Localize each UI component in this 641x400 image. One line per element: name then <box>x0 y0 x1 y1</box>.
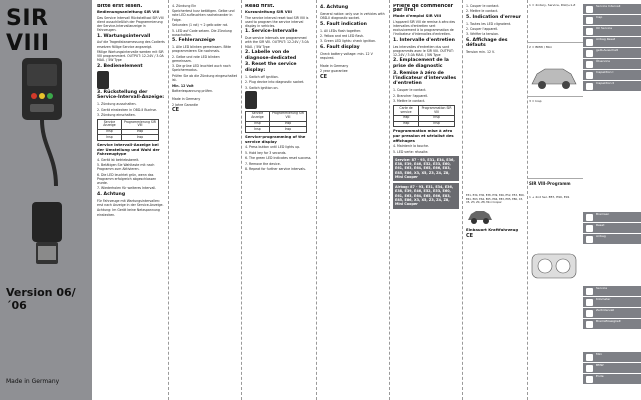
grid-title: SIR VIII-Programm <box>529 181 571 186</box>
grid-row-label: Ölservice <box>596 59 610 63</box>
grid-row-label: Reset <box>596 223 605 227</box>
grid-row <box>583 352 641 363</box>
step-text: Sekunden (1 rot) → 2 gelb oder rot. <box>172 23 229 28</box>
divider <box>527 178 583 179</box>
list-item: 3. Vérifier la tension. <box>466 32 500 37</box>
cover-title: SIR VIII <box>6 6 50 56</box>
table-header: Programmierung SIR VIII <box>121 120 158 130</box>
section-2-title: 2. Labelle von de diagnose-dedicated <box>245 50 297 61</box>
grid-row <box>583 297 641 308</box>
section-1-title: 1. Intervalle d'entretien <box>393 37 455 43</box>
grid-row-label: Mini <box>596 352 603 356</box>
fold-line <box>241 0 242 400</box>
grid-row <box>583 212 641 223</box>
vehicle-icon <box>466 206 494 226</box>
grid-row <box>583 37 641 48</box>
key-icon <box>586 376 593 383</box>
table-cell: Insp <box>419 121 455 127</box>
error-list <box>466 22 526 37</box>
grid-row-label: Service <box>596 286 608 290</box>
error-list <box>320 29 386 44</box>
subheading: Mode d'emploi SIR VIII <box>393 13 442 19</box>
grid-row-label: gelb-Ausschalt <box>596 48 618 52</box>
section-3-title: 3. Rückstellung der Service-Intervall-Anzeige: <box>97 89 165 101</box>
table-cell: Insp <box>246 127 270 133</box>
led-icon <box>586 50 593 57</box>
table-cell: Insp <box>394 121 419 127</box>
key-icon <box>586 354 593 361</box>
table-cell: Insp <box>419 115 455 121</box>
table-header: Service Anzeige <box>246 111 270 121</box>
grid-row-label: BMW <box>596 363 604 367</box>
section-2-title: 2. Bedienelement <box>97 63 143 69</box>
grid-row-label: Zeitintervall <box>596 308 615 312</box>
section-7-text: Check battery voltage: min. 12 V required. <box>320 51 373 60</box>
list-item: 4. Zündung Ein <box>172 4 197 8</box>
table-cell: Insp <box>246 121 270 127</box>
grid-row-label: Airbag <box>596 234 606 238</box>
grid-row <box>583 81 641 92</box>
list-item: 4. Press button until LED lights up. <box>245 145 301 150</box>
grid-row <box>583 234 641 245</box>
led-icon <box>586 61 593 68</box>
led-icon <box>586 17 593 24</box>
grid-row <box>583 223 641 234</box>
key-icon <box>586 288 593 295</box>
list-item: 8. Repeat for further service intervals. <box>245 166 306 171</box>
led-icon <box>586 83 593 90</box>
list-item: 3. Die grüne LED leuchtet auch nach Speichermodus. <box>172 64 231 73</box>
grid-row-label: Airbag Reset <box>596 37 616 41</box>
list-item: 6. The green LED indicates reset success. <box>245 156 312 161</box>
list-item: 2. Yellow and red LED flash. <box>320 33 365 38</box>
obd-device-mini-icon <box>245 91 257 109</box>
table-cell: Insp <box>98 135 122 141</box>
section-6-title: 5. Fehleranzeige <box>172 38 215 44</box>
list-item: 1. Zündung ausschalten. <box>97 102 137 107</box>
grid-row <box>583 319 641 330</box>
grid-label: 2 = BMW / Mini <box>529 45 553 49</box>
grid-row-label: Kilometer <box>596 297 611 301</box>
note-text: Batteriespannung prüfen. <box>172 89 213 94</box>
grid-row <box>583 26 641 37</box>
column-french-2 <box>466 4 526 238</box>
section-1-text: Due service intervals are programmed with the SIR VIII. OUTPUT: 12-24V / 3.0A MAX. / 5W Type <box>245 36 309 49</box>
list-item: 2. Plug device into diagnostic socket. <box>245 80 305 85</box>
table-cell: Insp <box>121 135 158 141</box>
grid-row <box>583 4 641 15</box>
section-1-text: Auf die Tragedistanzmessung des Codierts ersetzen fällige Service angezeigt. <box>97 40 165 49</box>
list-item: 3. Switch ignition on. <box>245 85 279 90</box>
heading-read-first: Read first. <box>245 4 275 9</box>
table-cell: Insp <box>98 129 122 135</box>
list-item: 7. Remove the device. <box>245 161 281 166</box>
error-list <box>172 45 238 72</box>
programm-grid <box>527 0 641 400</box>
column-english-2 <box>320 4 386 79</box>
obd-plug-icon <box>28 200 66 268</box>
section-5-text: Für Fahrzeuge mit Wartungsintervallen: erst nach Anzeige in der Service-Anzeige. <box>97 198 164 207</box>
table-cell: Insp <box>121 129 158 135</box>
list-item: 2. Gerät einstecken in OBD-II Buchse. <box>97 107 157 112</box>
divider <box>527 96 583 97</box>
section-4-title: Programmation mise à zéro par pression et sérialisé des affichages <box>393 128 454 143</box>
section-5-title: 4. Achtung <box>320 5 349 10</box>
side-title: Einbauort Kraftfahrzeug <box>466 227 519 233</box>
vehicle-list-service: Service: 87 - 93, E31, E34, E36, E38, E39, E46, E52, E53, E60, E61, E63, E64, E65, E66, E83, E85, E86, X3, X5, Z3, Z4, Z8, Mini Cooper <box>393 156 459 181</box>
fold-line <box>168 0 169 400</box>
section-1-title: 1. Wartungsintervall <box>97 33 151 39</box>
section-6-title: 5. Indication d'erreur <box>466 14 521 20</box>
section-3-title: 3. Remise à zéro de l'indicateur d'intervalles d'entretien <box>393 70 457 87</box>
list-item: 1. Alle LED blinken gemeinsam. Bitte programmieren Sie nochmals. <box>172 45 232 54</box>
steps-list <box>97 102 165 117</box>
led-icon <box>586 28 593 35</box>
service-table <box>245 111 307 133</box>
grid-row <box>583 374 641 385</box>
column-german-2 <box>172 4 238 112</box>
grid-row <box>583 48 641 59</box>
grid-row-label: Inspektion II <box>596 81 615 85</box>
grid-row <box>583 363 641 374</box>
warranty: 2 year guarantee <box>320 69 348 74</box>
section-6-title: 5. Fault indication <box>320 21 367 27</box>
fold-line <box>462 0 463 400</box>
list-item: 2. Mettre le contact. <box>466 9 499 14</box>
list-item: 3. Green LED lights: check ignition. <box>320 39 377 44</box>
ce-mark-icon: CE <box>466 232 474 238</box>
heading-read-first: Prière de commencer par lire! <box>393 4 454 14</box>
led-icon <box>586 72 593 79</box>
grid-row <box>583 308 641 319</box>
key-icon <box>586 365 593 372</box>
list-item: 1. Toutes les LED clignotent. <box>466 21 512 26</box>
led-icon <box>586 39 593 46</box>
grid-row <box>583 70 641 81</box>
section-2-title: 2. Emplacement de la prise de diagnostic <box>393 58 449 69</box>
list-item: 3. Zündung einschalten. <box>97 112 136 117</box>
dashboard-icon <box>529 250 579 284</box>
key-icon <box>586 310 593 317</box>
column-german-1 <box>97 4 165 218</box>
subheading: Bedienungsanleitung SIR VIII <box>97 9 160 15</box>
grid-label: 3 = Insp <box>529 99 542 103</box>
grid-row-label: Oil Service <box>596 26 613 30</box>
cover-made-in: Made in Germany <box>6 378 60 385</box>
table-header: Carte de service <box>394 106 419 116</box>
list-item: 1. Couper le contact. <box>466 4 500 8</box>
table-cell: Insp <box>269 127 306 133</box>
grid-row <box>583 286 641 297</box>
steps-list-2 <box>393 144 459 153</box>
grid-label: 1 + 2nd Ser. E87, E90, E91 <box>529 195 570 199</box>
grid-row <box>583 15 641 26</box>
subheading: Kurzanleitung SIR VIII <box>245 9 292 15</box>
ce-mark-icon: CE <box>320 73 328 80</box>
table-header: Service Anzeige <box>98 120 122 130</box>
list-item: 2. Gelbe und rote LED blinken gemeinsam. <box>172 54 220 63</box>
divider <box>527 42 583 43</box>
list-item: 5. Betätigen Sie Wahltaste mit nach Programm zum Aktivieren. <box>97 163 155 172</box>
list-item: 2. Brancher l'appareil. <box>393 93 429 98</box>
list-item: 2. Couper l'appareil. <box>466 27 499 32</box>
key-icon <box>586 236 593 243</box>
intro-text: The service interval reset tool SIR VIII is used to program the service interval display in vehicles. <box>245 15 309 28</box>
note-text: Prüfen Sie ob die Zündung eingeschaltet ist. <box>172 73 237 82</box>
made-in: Made in Germany <box>172 97 201 102</box>
intro-text: Das Service Intervall Rückstelltool SIR VIII dient ausschließlich der Programmierung der Service-Intervallanzeige in Fahrzeugen. <box>97 15 164 32</box>
list-item: 5. Hold key for 3 seconds. <box>245 150 287 155</box>
section-7-title: 6. Fault display <box>320 44 360 50</box>
steps-list-2 <box>245 145 313 171</box>
list-item: 1. Couper le contact. <box>393 88 427 93</box>
made-in: Made in Germany <box>320 63 349 68</box>
section-4-title: Service-programming of the service display <box>245 134 306 144</box>
intro-text: L'appareil SIR VIII de remise à zéro des intervalles d'entretien sert exclusivement à la programmation de l'indicateur d'intervalles d'entretien. <box>393 19 456 37</box>
table-cell: Insp <box>394 115 419 121</box>
vehicle-icon <box>529 60 579 94</box>
grid-label: 1 = 2ndary, Service, DGQ+1-Z <box>529 3 576 7</box>
list-item: 4. Maintenir la touche. <box>393 144 429 149</box>
list-item: 3. Mettre le contact. <box>393 99 426 104</box>
grid-row-label: Service Intervall <box>596 4 621 8</box>
step-text: Speichertest kurz betätigen. Gelbe und rote LED aufleuchten nacheinander in Folge. <box>172 9 235 22</box>
step-text: 5. LED auf Code setzen. Die Zündung ausschalten. <box>172 28 232 37</box>
section-1-text: Les intervalles d'entretien dus sont programmés avec le SIR VIII. OUTPUT: 12-24V / 3.0A MAX. / 5W Type <box>393 44 454 57</box>
vehicle-list-airbag: Airbag: 87 - 93, E31, E34, E36, E38, E39, E46, E52, E53, E60, E61, E63, E64, E65, E66, E83, E85, E86, X3, X5, Z3, Z4, Z8, Mini Cooper <box>393 183 459 208</box>
steps-list <box>245 75 313 90</box>
steps-list <box>466 4 526 13</box>
column-english-1 <box>245 4 313 172</box>
table-header: Programmation SIR VIII <box>419 106 455 116</box>
section-1-output: Fällige Wartungsintervalle werden mit SIR VIII programmiert. OUTPUT: 12-24V / 3.0A MAX. / 5W Type <box>97 50 164 63</box>
table-cell: Insp <box>269 121 306 127</box>
steps-list <box>393 88 459 103</box>
section-1-title: 1. Service-Intervalle <box>245 29 298 35</box>
section-5-text: General notice: only use in vehicles with OBD-II diagnostic socket. <box>320 11 385 20</box>
section-4-title: Service Intervall-Anzeige bei der Umstellung und Wahl der Fahrzeugtype <box>97 142 160 157</box>
list-item: 1. All LEDs flash together. <box>320 28 362 33</box>
led-icon <box>586 6 593 13</box>
service-table <box>393 105 455 127</box>
grid-row-label: Inspektion I <box>596 70 614 74</box>
section-7-title: 6. Affichage des défauts <box>466 37 508 49</box>
vehicle-list: E31, E34, E36, E38, E39, E46, E52, E53, E60, E61, E63, E64, E65, E66, E83, E85, E86, X3, X5, Z3, Z4, Z8, Mini Cooper <box>466 194 525 204</box>
min-voltage: Min. 12 Volt <box>172 83 194 88</box>
column-french-1 <box>393 4 459 211</box>
steps-list-2 <box>97 158 165 191</box>
section-3-title: 3. Reset the service display: <box>245 62 297 73</box>
cover-panel <box>0 0 92 400</box>
service-table <box>97 119 159 141</box>
grid-row-label: Ende <box>596 374 604 378</box>
grid-row <box>583 59 641 70</box>
fold-line <box>316 0 317 400</box>
fold-line <box>389 0 390 400</box>
grid-row-label: Bremsflüssigkeit <box>596 319 621 323</box>
section-5-warning: Achtung: Im Gerät keine Netzspannung einstecken. <box>97 208 160 217</box>
list-item: 4. Gerät ist betriebsbereit. <box>97 158 140 162</box>
section-5-title: 4. Achtung <box>97 191 126 197</box>
table-header: Programmierung SIR VIII <box>269 111 306 121</box>
section-7-text: Tension min. 12 V. <box>466 50 495 55</box>
obd-device-mini-icon <box>97 71 109 89</box>
heading-read-first: Bitte erst lesen. <box>97 4 143 9</box>
list-item: 1. Switch off ignition. <box>245 74 279 79</box>
grid-row-label: Bremsen <box>596 212 610 216</box>
key-icon <box>586 225 593 232</box>
cover-version: Version 06/´06 <box>6 286 76 312</box>
obd-device-icon <box>16 56 78 196</box>
grid-row-label: Insp <box>596 15 603 19</box>
list-item: 7. Wiederholen für weiteres Intervall. <box>97 186 157 191</box>
warranty: 2 Jahre Garantie <box>172 102 198 107</box>
steps-list <box>172 4 238 8</box>
key-icon <box>586 214 593 221</box>
key-icon <box>586 321 593 328</box>
key-icon <box>586 299 593 306</box>
list-item: 6. Die LED leuchtet grün, wenn das Programm erfolgreich abgeschlossen wurde. <box>97 172 157 186</box>
ce-mark-icon: CE <box>172 107 180 113</box>
list-item: 5. LED verte: réussite. <box>393 149 429 154</box>
